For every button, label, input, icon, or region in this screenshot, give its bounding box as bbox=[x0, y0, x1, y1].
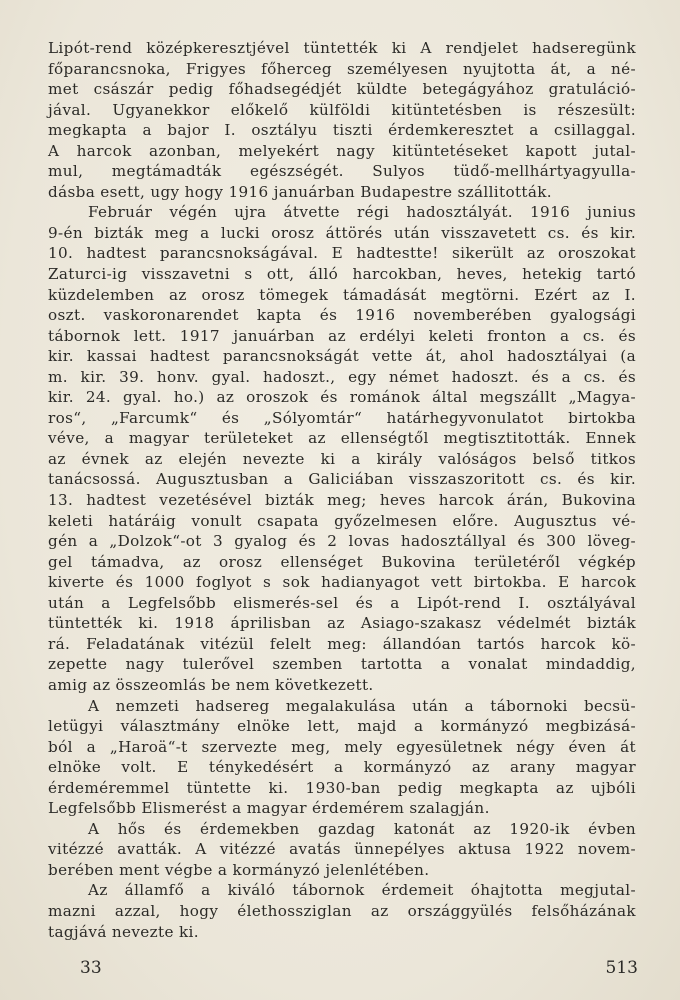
text-line: rá. Feladatának vitézül felelt meg: állandóan tartós harcok kö- bbox=[48, 634, 636, 653]
text-line: az évnek az elején nevezte ki a király valóságos belső titkos bbox=[48, 449, 636, 468]
text-line: Zaturci-ig visszavetni s ott, álló harcokban, heves, hetekig tartó bbox=[48, 265, 636, 284]
text-line: kir. 24. gyal. ho.) az oroszok és románok által megszállt „Magya- bbox=[48, 388, 636, 407]
text-line: ros“, „Farcumk“ és „Sólyomtár“ határhegyvonulatot birtokba bbox=[48, 408, 636, 427]
body-text bbox=[48, 38, 636, 942]
text-line: Az államfő a kiváló tábornok érdemeit óhajtotta megjutal- bbox=[88, 881, 636, 900]
text-line: után a Legfelsőbb elismerés-sel és a Lipót-rend I. osztályával bbox=[48, 593, 636, 612]
text-line: kir. kassai hadtest parancsnokságát vette át, ahol hadosztályai (a bbox=[48, 347, 636, 366]
text-line: vitézzé avatták. A vitézzé avatás ünnepélyes aktusa 1922 novem- bbox=[48, 840, 636, 859]
text-line: Február végén ujra átvette régi hadosztályát. 1916 junius bbox=[88, 203, 636, 222]
text-line: érdeméremmel tüntette ki. 1930-ban pedig megkapta az ujbóli bbox=[48, 778, 636, 797]
text-line: keleti határáig vonult csapata győzelmesen előre. Augusztus vé- bbox=[48, 511, 636, 530]
text-line: A nemzeti hadsereg megalakulása után a tábornoki becsü- bbox=[88, 696, 636, 715]
text-line: tagjává nevezte ki. bbox=[48, 922, 199, 941]
text-line: gel támadva, az orosz ellenséget Bukovina területéről végkép bbox=[48, 552, 636, 571]
text-line: Lipót-rend középkeresztjével tüntették ki A rendjelet hadseregünk bbox=[48, 39, 636, 57]
signature-mark: 33 bbox=[80, 958, 102, 978]
text-line: m. kir. 39. honv. gyal. hadoszt., egy német hadoszt. és a cs. és bbox=[48, 367, 636, 386]
text-line: A hős és érdemekben gazdag katonát az 1920-ik évben bbox=[88, 819, 636, 838]
text-line: letügyi választmány elnöke lett, majd a kormányzó megbizásá- bbox=[48, 717, 636, 736]
text-line: oszt. vaskoronarendet kapta és 1916 novemberében gyalogsági bbox=[48, 306, 636, 325]
text-line: megkapta a bajor I. osztályu tiszti érdemkeresztet a csillaggal. bbox=[48, 121, 636, 140]
text-line: 9-én bizták meg a lucki orosz áttörés után visszavetett cs. és kir. bbox=[48, 223, 636, 242]
page-footer bbox=[48, 958, 638, 982]
text-line: jával. Ugyanekkor előkelő külföldi kitüntetésben is részesült: bbox=[48, 100, 636, 119]
text-line: met császár pedig főhadsegédjét küldte betegágyához gratuláció- bbox=[48, 80, 636, 99]
text-line: Legfelsőbb Elismerést a magyar érdemérem szalagján. bbox=[48, 799, 490, 818]
text-line: tanácsossá. Augusztusban a Galiciában visszaszoritott cs. és kir. bbox=[48, 470, 636, 489]
text-line: mazni azzal, hogy élethossziglan az országgyülés felsőházának bbox=[48, 901, 636, 920]
text-line: zepette nagy tulerővel szemben tartotta a vonalat mindaddig, bbox=[48, 655, 636, 674]
text-line: elnöke volt. E ténykedésért a kormányzó az arany magyar bbox=[48, 758, 636, 777]
text-line: főparancsnoka, Frigyes főherceg személyesen nyujtotta át, a né- bbox=[48, 59, 636, 78]
text-line: 10. hadtest parancsnokságával. E hadtestte! sikerült az oroszokat bbox=[48, 244, 636, 263]
text-line: gén a „Dolzok“-ot 3 gyalog és 2 lovas hadosztállyal és 300 löveg- bbox=[48, 532, 636, 551]
text-line: tábornok lett. 1917 januárban az erdélyi keleti fronton a cs. és bbox=[48, 326, 636, 345]
text-line: kiverte és 1000 foglyot s sok hadianyagot vett birtokba. E harcok bbox=[48, 573, 636, 592]
text-line: mul, megtámadták egészségét. Sulyos tüdő-mellhártyagyulla- bbox=[48, 162, 636, 181]
text-line: dásba esett, ugy hogy 1916 januárban Budapestre szállitották. bbox=[48, 182, 552, 201]
text-line: küzdelemben az orosz tömegek támadását megtörni. Ezért az I. bbox=[48, 285, 636, 304]
page-number: 513 bbox=[605, 958, 638, 978]
text-line: tüntették ki. 1918 áprilisban az Asiago-szakasz védelmét bizták bbox=[48, 614, 636, 633]
text-line: berében ment végbe a kormányzó jelenlétében. bbox=[48, 860, 430, 879]
text-line: 13. hadtest vezetésével bizták meg; heves harcok árán, Bukovina bbox=[48, 491, 636, 510]
text-line: ból a „Haroä“-t szervezte meg, mely egyesületnek négy éven át bbox=[48, 737, 636, 756]
text-line: A harcok azonban, melyekért nagy kitüntetéseket kapott jutal- bbox=[48, 141, 636, 160]
text-line: amig az összeomlás be nem következett. bbox=[48, 675, 374, 694]
text-line: véve, a magyar területeket az ellenségtől megtisztitották. Ennek bbox=[48, 429, 636, 448]
